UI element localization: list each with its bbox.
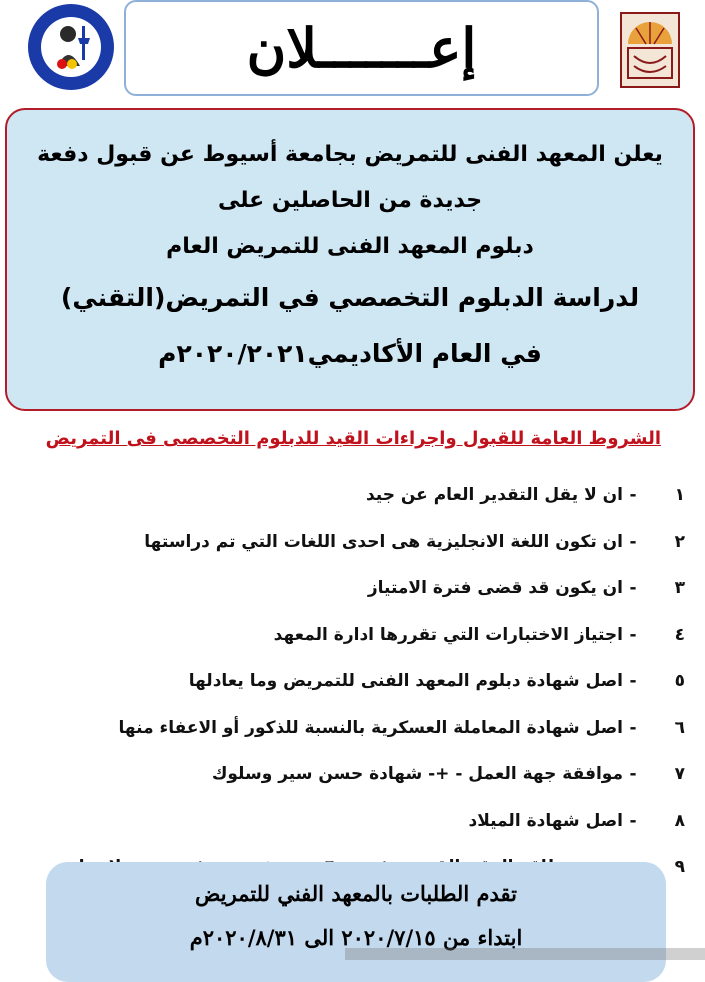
condition-item <box>25 565 685 612</box>
condition-number: ٤ <box>674 624 685 645</box>
nurse-emblem-icon <box>28 4 114 90</box>
condition-dash: - <box>629 485 637 506</box>
conditions-heading: الشروط العامة للقبول واجراءات القيد للدبلوم التخصصى فى التمريض <box>45 428 661 449</box>
condition-dash: - <box>629 624 637 645</box>
announcement-line-2: جديدة من الحاصلين على <box>217 188 483 213</box>
condition-number: ٩ <box>674 857 685 878</box>
application-dates: ابتداء من ٢٠٢٠/٧/١٥ الى ٢٠٢٠/٨/٣١م <box>189 925 523 950</box>
condition-item <box>25 519 685 566</box>
announcement-box <box>5 108 695 411</box>
condition-text: اصل شهادة دبلوم المعهد الفنى للتمريض وما يعادلها <box>188 671 623 692</box>
condition-text: موافقة جهة العمل - +- شهادة حسن سير وسلوك <box>211 764 623 785</box>
condition-number: ٦ <box>674 717 685 738</box>
condition-text: ان لا يقل التقدير العام عن جيد <box>365 485 623 506</box>
condition-text: اصل شهادة المعاملة العسكرية بالنسبة للذكور أو الاعفاء منها <box>118 717 623 738</box>
condition-number: ١ <box>674 485 685 506</box>
application-line-1: تقدم الطلبات بالمعهد الفني للتمريض <box>195 881 517 906</box>
condition-item <box>25 751 685 798</box>
page-title: إعـــــــلان <box>246 16 477 80</box>
nursing-institute-logo <box>28 4 114 90</box>
announcement-line-4: لدراسة الدبلوم التخصصي في التمريض(التقني) <box>60 283 640 312</box>
condition-dash: - <box>629 717 637 738</box>
condition-dash: - <box>629 764 637 785</box>
university-emblem-icon <box>622 14 678 86</box>
condition-dash: - <box>629 810 637 831</box>
condition-text: ان تكون اللغة الانجليزية هى احدى اللغات التي تم دراستها <box>144 531 623 552</box>
condition-dash: - <box>629 671 637 692</box>
condition-number: ٣ <box>674 578 685 599</box>
conditions-list <box>25 472 685 891</box>
application-box <box>46 862 666 982</box>
condition-number: ٧ <box>674 764 685 785</box>
condition-number: ٢ <box>674 531 685 552</box>
announcement-line-1: يعلن المعهد الفنى للتمريض بجامعة أسيوط عن قبول دفعة <box>37 142 663 167</box>
condition-dash: - <box>629 531 637 552</box>
condition-item <box>25 705 685 752</box>
condition-item <box>25 612 685 659</box>
condition-text: اجتياز الاختبارات التي تقررها ادارة المعهد <box>273 624 623 645</box>
watermark-strip <box>345 948 705 960</box>
assiut-university-logo <box>620 12 680 88</box>
announcement-line-3: دبلوم المعهد الفنى للتمريض العام <box>166 234 534 259</box>
condition-text: اصل شهادة الميلاد <box>468 810 623 831</box>
announcement-line-5: في العام الأكاديمي٢٠٢٠/٢٠٢١م <box>158 339 542 368</box>
condition-item <box>25 658 685 705</box>
condition-dash: - <box>629 578 637 599</box>
condition-item <box>25 472 685 519</box>
condition-item <box>25 798 685 845</box>
condition-text: ان يكون قد قضى فترة الامتياز <box>367 578 623 599</box>
condition-number: ٨ <box>674 810 685 831</box>
condition-number: ٥ <box>674 671 685 692</box>
title-box <box>124 0 599 96</box>
